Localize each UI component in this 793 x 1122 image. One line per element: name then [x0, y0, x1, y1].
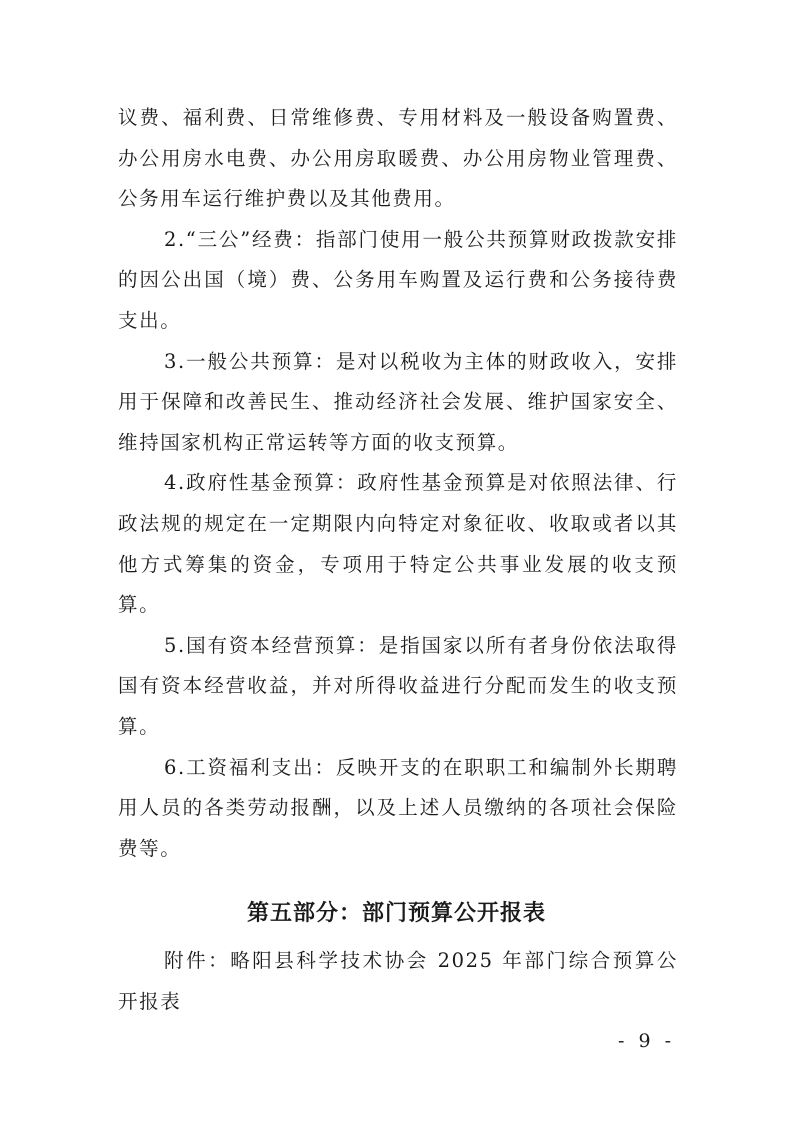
- section-title: 第五部分：部门预算公开报表: [246, 900, 546, 926]
- paragraph-sangong-expenses: 2.“三公”经费：指部门使用一般公共预算财政拨款安排的因公出国（境）费、公务用车购置及运行费和公务接待费支出。: [118, 227, 678, 332]
- paragraph-state-capital-budget: 5.国有资本经营预算：是指国家以所有者身份依法取得国有资本经营收益，并对所得收益进行分配而发生的收支预算。: [118, 633, 678, 738]
- paragraph-government-fund-budget: 4.政府性基金预算：政府性基金预算是对依照法律、行政法规的规定在一定期限内向特定对象征收、收取或者以其他方式筹集的资金，专项用于特定公共事业发展的收支预算。: [118, 471, 678, 617]
- body-text: [118, 98, 678, 869]
- attachment-text: 附件：略阳县科学技术协会 2025 年部门综合预算公开报表: [118, 949, 678, 1013]
- paragraph-continuation: 议费、福利费、日常维修费、专用材料及一般设备购置费、办公用房水电费、办公用房取暖费、办公用房物业管理费、公务用车运行维护费以及其他费用。: [118, 106, 678, 211]
- page-number: - 9 -: [617, 1030, 675, 1052]
- attachment-note: [118, 941, 678, 1022]
- paragraph-wage-welfare-expenditure: 6.工资福利支出：反映开支的在职职工和编制外长期聘用人员的各类劳动报酬，以及上述人员缴纳的各项社会保险费等。: [118, 755, 678, 860]
- paragraph-general-public-budget: 3.一般公共预算：是对以税收为主体的财政收入，安排用于保障和改善民生、推动经济社会发展、维护国家安全、维持国家机构正常运转等方面的收支预算。: [118, 349, 678, 454]
